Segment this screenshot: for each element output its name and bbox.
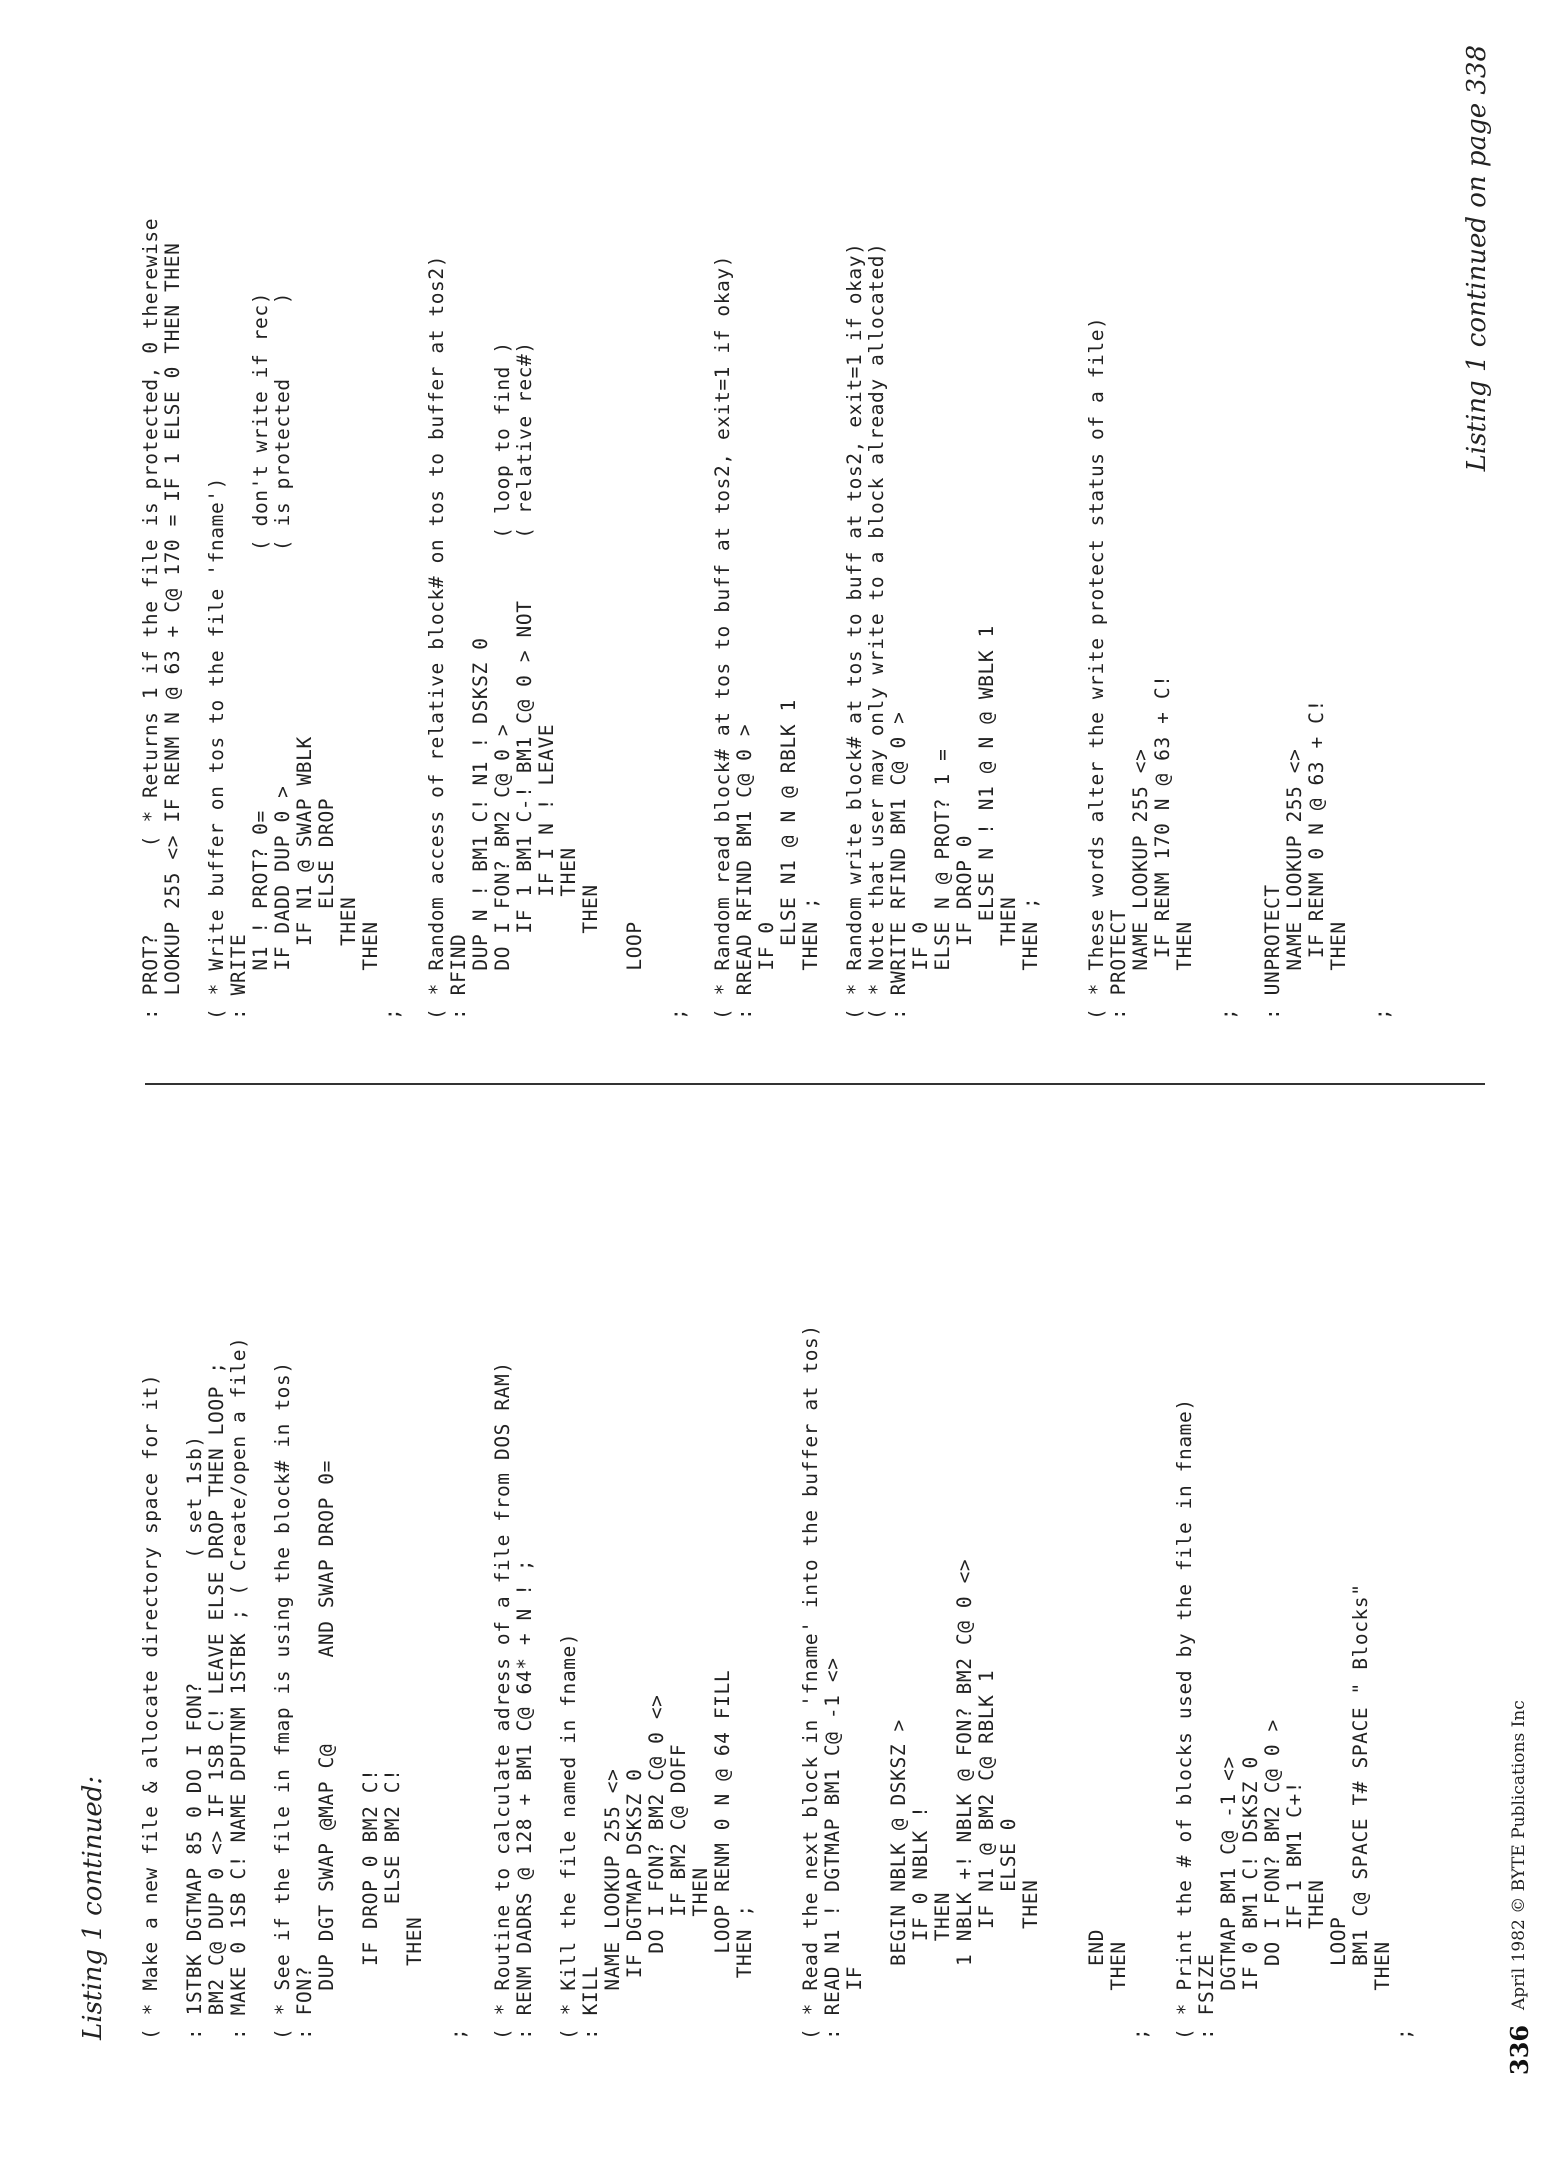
continued-note: Listing 1 continued on page 338	[1462, 45, 1492, 472]
lower-half	[0, 1090, 1555, 2160]
footer-credit: April 1982 © BYTE Publications Inc	[1509, 1700, 1529, 2010]
code-listing-part-2: : PROT? ( * Returns 1 if the file is protected, 0 therewise LOOKUP 255 <> IF RENM N @ 63 + C@ 170 = IF 1 ELSE 0 THEN THEN ( * Write buffer on tos to the file 'fname') : WRITE N1 ! PROT? 0= ( don't write if rec) IF DADD DUP 0 > ( is protected ) IF N1 @ SWAP WBLK ELSE DROP THEN THEN ; ( * Random access of relative block# on tos to buffer at tos2) : RFIND DUP N ! BM1 C! N1 ! DSKSZ 0 DO I FON? BM2 C@ 0 > ( loop to find ) IF 1 BM1 C-! BM1 C@ 0 > NOT ( relative rec#) IF I N ! LEAVE THEN THEN LOOP ; ( * Random read block# at tos to buff at tos2, exit=1 if okay) : RREAD RFIND BM1 C@ 0 > IF 0 ELSE N1 @ N @ RBLK 1 THEN ; ( * Random write block# at tos to buff at tos2, exit=1 if okay) ( * Note that user may only write to a block already allocated) : RWRITE RFIND BM1 C@ 0 > IF 0 ELSE N @ PROT? 1 = IF DROP 0 ELSE N ! N1 @ N @ WBLK 1 THEN THEN ; ( * These words alter the write protect status of a file) : PROTECT NAME LOOKUP 255 <> IF RENM 170 N @ 63 + C! THEN ; : UNPROTECT NAME LOOKUP 255 <> IF RENM 0 N @ 63 + C! THEN ;	[139, 217, 1394, 1020]
column-divider	[145, 1083, 1485, 1085]
upper-half	[0, 0, 1555, 1065]
code-listing-part-1: ( * Make a new file & allocate directory space for it) : 1STBK DGTMAP 85 0 DO I FON? ( set 1sb) BM2 C@ DUP 0 <> IF 1SB C! LEAVE ELSE DROP THEN LOOP ; : MAKE 0 1SB C! NAME DPUTNM 1STBK ; ( Create/open a file) ( * See if the file in fmap is using the block# in tos) : FON? DUP DGT SWAP @MAP C@ AND SWAP DROP 0= IF DROP 0 BM2 C! ELSE BM2 C! THEN ; ( * Routine to calculate adress of a file from DOS RAM) : RENM DADRS @ 128 + BM1 C@ 64* + N ! ; ( * Kill the file named in fname) : KILL NAME LOOKUP 255 <> IF DGTMAP DSKSZ 0 DO I FON? BM2 C@ 0 <> IF BM2 C@ DOFF THEN LOOP RENM 0 N @ 64 FILL THEN ; ( * Read the next block in 'fname' into the buffer at tos) : READ N1 ! DGTMAP BM1 C@ -1 <> IF BEGIN NBLK @ DSKSZ > IF 0 NBLK ! THEN 1 NBLK +! NBLK @ FON? BM2 C@ 0 <> IF N1 @ BM2 C@ RBLK 1 ELSE 0 THEN END THEN ; ( * Print the # of blocks used by the file in fname) : FSIZE DGTMAP BM1 C@ -1 <> IF 0 BM1 C! DSKSZ 0 DO I FON? BM2 C@ 0 > IF 1 BM1 C+! THEN LOOP BM1 C@ SPACE T# SPACE " Blocks" THEN ;	[139, 1324, 1416, 2040]
page-number: 336	[1505, 2024, 1534, 2075]
listing-caption: Listing 1 continued:	[78, 1775, 108, 2040]
